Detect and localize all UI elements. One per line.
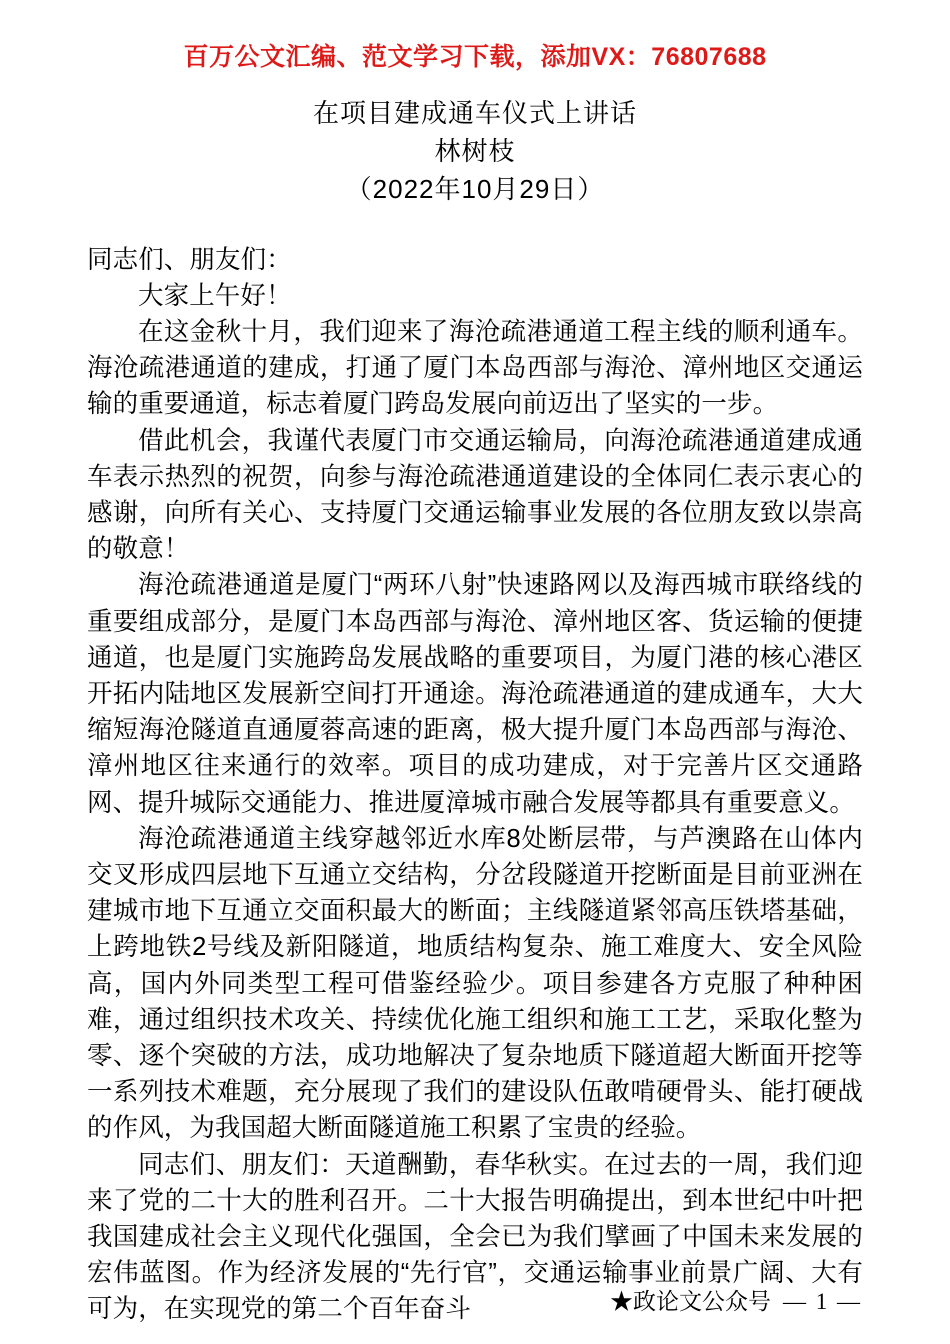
page-footer bbox=[0, 1283, 950, 1316]
document-body bbox=[87, 242, 863, 1328]
body-paragraph: 借此机会，我谨代表厦门市交通运输局，向海沧疏港通道建成通车表示热烈的祝贺，向参与海沧疏港通道建设的全体同仁表示衷心的感谢，向所有关心、支持厦门交通运输事业发展的各位朋友致以崇高的敬意！ bbox=[87, 426, 863, 564]
document-date: （2022年10月29日） bbox=[345, 173, 605, 204]
page-title: 在项目建成通车仪式上讲话 bbox=[312, 97, 637, 128]
body-paragraph: 同志们、朋友们：天道酬勤，春华秋实。在过去的一周，我们迎来了党的二十大的胜利召开。二十大报告明确提出，到本世纪中叶把我国建成社会主义现代化强国，全会已为我们擘画了中国未来发展的宏伟蓝图。作为经济发展的“先行官”，交通运输事业前景广阔、大有可为，在实现党的第二个百年奋斗 bbox=[87, 1150, 863, 1324]
greeting-paragraph: 大家上午好！ bbox=[138, 281, 292, 310]
promo-header-banner: 百万公文汇编、范文学习下载，添加VX：76807688 bbox=[183, 43, 767, 71]
salutation: 同志们、朋友们： bbox=[87, 245, 292, 274]
document-author: 林树枝 bbox=[434, 135, 516, 166]
body-paragraph: 海沧疏港通道是厦门“两环八射”快速路网以及海西城市联络线的重要组成部分，是厦门本岛西部与海沧、漳州地区客、货运输的便捷通道，也是厦门实施跨岛发展战略的重要项目，为厦门港的核心港区开拓内陆地区发展新空间打开通途。海沧疏港通道的建成通车，大大缩短海沧隧道直通厦蓉高速的距离，极大提升厦门本岛西部与海沧、漳州地区往来通行的效率。项目的成功建成，对于完善片区交通路网、提升城际交通能力、推进厦漳城市融合发展等都具有重要意义。 bbox=[87, 571, 863, 817]
page-number: — 1 — bbox=[783, 1289, 862, 1314]
body-paragraph: 在这金秋十月，我们迎来了海沧疏港通道工程主线的顺利通车。海沧疏港通道的建成，打通了厦门本岛西部与海沧、漳州地区交通运输的重要通道，标志着厦门跨岛发展向前迈出了坚实的一步。 bbox=[87, 317, 863, 419]
document-title-block bbox=[0, 94, 950, 208]
publisher-mark: ★政论文公众号 bbox=[610, 1289, 771, 1314]
body-paragraph: 海沧疏港通道主线穿越邻近水库8处断层带，与芦澳路在山体内交叉形成四层地下互通立交结构，分岔段隧道开挖断面是目前亚洲在建城市地下互通立交面积最大的断面；主线隧道紧邻高压铁塔基础，上跨地铁2号线及新阳隧道，地质结构复杂、施工难度大、安全风险高，国内外同类型工程可借鉴经验少。项目参建各方克服了种种困难，通过组织技术攻关、持续优化施工组织和施工工艺，采取化整为零、逐个突破的方法，成功地解决了复杂地质下隧道超大断面开挖等一系列技术难题，充分展现了我们的建设队伍敢啃硬骨头、能打硬战的作风，为我国超大断面隧道施工积累了宝贵的经验。 bbox=[87, 824, 863, 1143]
